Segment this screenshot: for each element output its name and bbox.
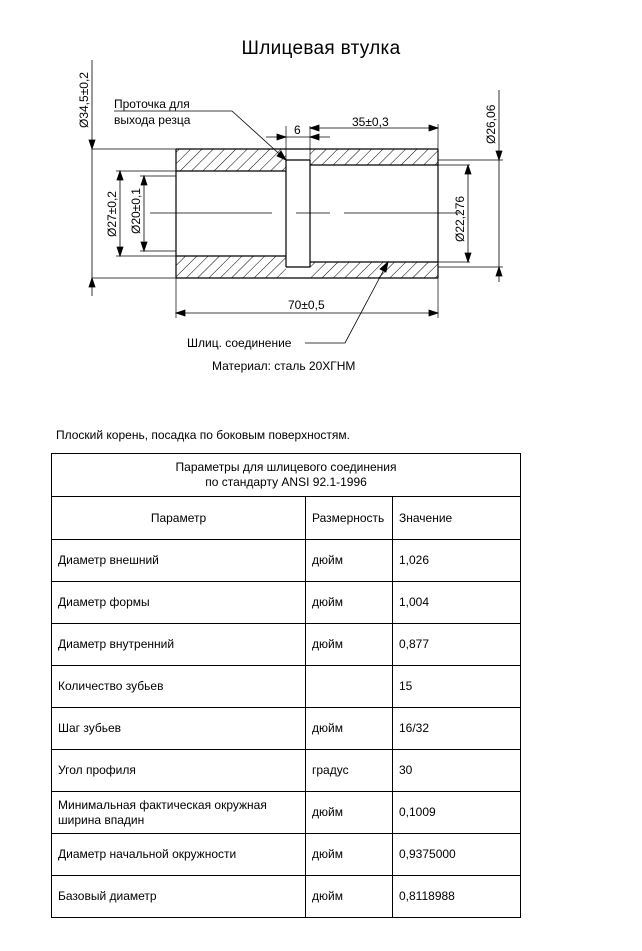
table-row — [52, 750, 521, 792]
table-caption-line2: по стандарту ANSI 92.1-1996 — [205, 475, 367, 489]
param-value: 1,026 — [393, 540, 521, 582]
param-value: 0,877 — [393, 624, 521, 666]
table-row — [52, 876, 521, 918]
material-note: Материал: сталь 20ХГНМ — [212, 359, 356, 373]
table-caption — [52, 454, 521, 497]
param-name: Базовый диаметр — [52, 876, 306, 918]
param-unit: дюйм — [306, 792, 393, 834]
dim-diameter-26: Ø26,06 — [484, 104, 498, 144]
param-value: 30 — [393, 750, 521, 792]
dim-bore-27: Ø27±0,2 — [105, 191, 119, 237]
dim-diameter-22: Ø22,276 — [453, 195, 467, 242]
param-value: 0,9375000 — [393, 834, 521, 876]
param-unit: дюйм — [306, 876, 393, 918]
table-caption-line1: Параметры для шлицевого соединения — [175, 460, 397, 474]
dim-groove-width: 6 — [294, 123, 301, 137]
param-name: Диаметр внешний — [52, 540, 306, 582]
table-row — [52, 666, 521, 708]
hatched-walls — [176, 149, 438, 278]
param-name: Минимальная фактическая окружная ширина впадин — [52, 792, 306, 834]
table-row — [52, 624, 521, 666]
drawing-title: Шлицевая втулка — [241, 38, 401, 59]
table-caption-row — [52, 454, 521, 497]
header-value: Значение — [393, 497, 521, 540]
extension-lines — [92, 124, 503, 318]
table-row — [52, 540, 521, 582]
param-value: 0,8118988 — [393, 876, 521, 918]
table-row — [52, 582, 521, 624]
param-value: 0,1009 — [393, 792, 521, 834]
param-unit: дюйм — [306, 540, 393, 582]
param-name: Диаметр начальной окружности — [52, 834, 306, 876]
header-parameter: Параметр — [52, 497, 306, 540]
param-name: Шаг зубьев — [52, 708, 306, 750]
callout-spline: Шлиц. соединение — [187, 336, 292, 350]
callout-groove-line1: Проточка для — [114, 97, 190, 111]
param-unit: дюйм — [306, 708, 393, 750]
param-unit: дюйм — [306, 624, 393, 666]
spline-parameters-table — [51, 453, 521, 918]
callout-groove-line2: выхода резца — [114, 113, 191, 127]
header-unit: Размерность — [306, 497, 393, 540]
param-unit — [306, 666, 393, 708]
table-row — [52, 708, 521, 750]
param-unit: дюйм — [306, 834, 393, 876]
fit-note: Плоский корень, посадка по боковым поверхностям. — [56, 428, 350, 442]
table-row — [52, 834, 521, 876]
dim-length-70: 70±0,5 — [288, 298, 325, 312]
dim-bore-20: Ø20±0,1 — [129, 188, 143, 234]
table-row — [52, 792, 521, 834]
dim-length-35: 35±0,3 — [352, 115, 389, 129]
param-value: 1,004 — [393, 582, 521, 624]
param-name: Угол профиля — [52, 750, 306, 792]
param-unit: дюйм — [306, 582, 393, 624]
dim-outer-diameter: Ø34,5±0,2 — [77, 72, 91, 128]
param-name: Диаметр внутренний — [52, 624, 306, 666]
param-unit: градус — [306, 750, 393, 792]
param-value: 15 — [393, 666, 521, 708]
param-name: Количество зубьев — [52, 666, 306, 708]
table-header-row — [52, 497, 521, 540]
param-value: 16/32 — [393, 708, 521, 750]
param-name: Диаметр формы — [52, 582, 306, 624]
part-drawing — [0, 0, 642, 400]
leader-lines — [114, 111, 388, 343]
